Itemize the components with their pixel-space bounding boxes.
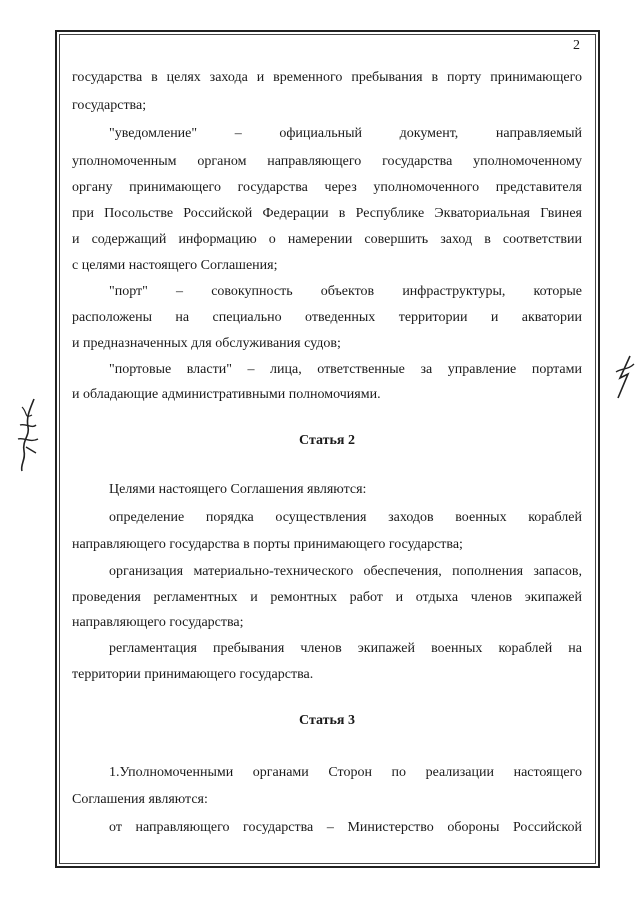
text-line: и содержащий информацию о намерении совершить заход в соответствии (72, 232, 582, 247)
text-line: территории принимающего государства. (72, 667, 314, 682)
text-line: "порт" – совокупность объектов инфраструктуры, которые (109, 284, 582, 299)
text-line: проведения регламентных и ремонтных работ и отдыха членов экипажей (72, 590, 582, 605)
article-3-heading: Статья 3 (299, 713, 355, 728)
page-number: 2 (573, 38, 580, 53)
text-line: от направляющего государства – Министерство обороны Российской (109, 820, 582, 835)
text-line: организация материально-технического обеспечения, пополнения запасов, (109, 564, 582, 579)
text-line: "уведомление" – официальный документ, направляемый (109, 126, 582, 141)
text-line: регламентация пребывания членов экипажей военных кораблей на (109, 641, 582, 656)
text-line: определение порядка осуществления заходов военных кораблей (109, 510, 582, 525)
text-line: государства в целях захода и временного пребывания в порту принимающего (72, 70, 582, 85)
text-line: и предназначенных для обслуживания судов; (72, 336, 341, 351)
text-line: с целями настоящего Соглашения; (72, 258, 278, 273)
text-line: органу принимающего государства через уполномоченного представителя (72, 180, 582, 195)
margin-signature-right (610, 352, 638, 402)
text-line: государства; (72, 98, 147, 113)
text-line: "портовые власти" – лица, ответственные за управление портами (109, 362, 582, 377)
text-line: при Посольстве Российской Федерации в Республике Экваториальная Гвинея (72, 206, 582, 221)
text-line: Соглашения являются: (72, 792, 208, 807)
text-line: Целями настоящего Соглашения являются: (109, 482, 367, 497)
text-line: уполномоченным органом направляющего государства уполномоченному (72, 154, 582, 169)
text-line: и обладающие административными полномочиями. (72, 387, 381, 402)
text-line: направляющего государства в порты принимающего государства; (72, 537, 463, 552)
text-line: расположены на специально отведенных территории и акватории (72, 310, 582, 325)
text-line: направляющего государства; (72, 615, 244, 630)
margin-signature-left (12, 395, 44, 475)
text-line: 1.Уполномоченными органами Сторон по реализации настоящего (109, 765, 582, 780)
article-2-heading: Статья 2 (299, 433, 355, 448)
